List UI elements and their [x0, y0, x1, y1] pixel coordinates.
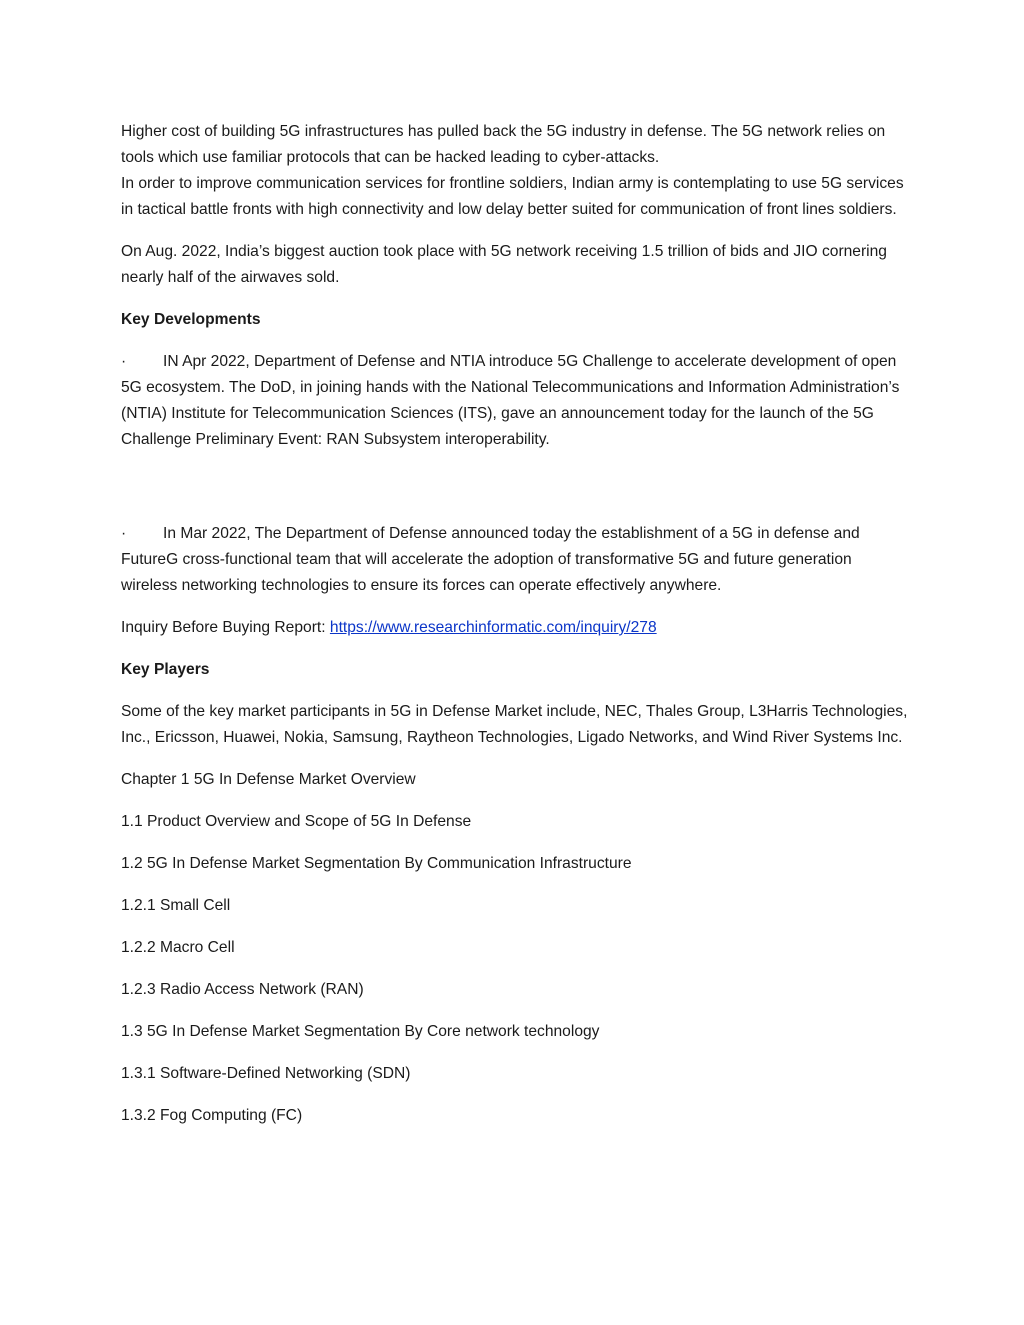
bullet-dot-icon: ·: [121, 353, 127, 370]
toc-entry: Chapter 1 5G In Defense Market Overview: [121, 771, 416, 788]
bullet-item-apr-2022: [121, 349, 911, 453]
toc-entry: 1.3 5G In Defense Market Segmentation By Core network technology: [121, 1023, 600, 1040]
bullet-text: In Mar 2022, The Department of Defense announced today the establishment of a 5G in defense and FutureG cross-functional team that will accelerate the adoption of transformative 5G and future generation wireless networking technologies to ensure its forces can operate effectively anywhere.: [121, 525, 860, 594]
toc-entry: 1.2 5G In Defense Market Segmentation By Communication Infrastructure: [121, 855, 632, 872]
bullet-item-mar-2022: [121, 521, 911, 599]
toc-entry: 1.3.1 Software-Defined Networking (SDN): [121, 1065, 411, 1082]
toc-entry: 1.1 Product Overview and Scope of 5G In Defense: [121, 813, 472, 830]
bullet-text: IN Apr 2022, Department of Defense and NTIA introduce 5G Challenge to accelerate development of open 5G ecosystem. The DoD, in joining hands with the National Telecommunications and Information Administration’s (NTIA) Institute for Telecommunication Sciences (ITS), gave an announcement today for the launch of the 5G Challenge Preliminary Event: RAN Subsystem interoperability.: [121, 353, 900, 448]
toc-entry: 1.2.1 Small Cell: [121, 897, 231, 914]
inquiry-label: Inquiry Before Buying Report:: [121, 619, 330, 636]
blank-space: [121, 469, 911, 521]
document-page: [121, 119, 911, 1145]
heading-key-developments: Key Developments: [121, 311, 261, 328]
bullet-dot-icon: ·: [121, 525, 127, 542]
inquiry-line: [121, 615, 911, 641]
paragraph-indian-army: In order to improve communication services for frontline soldiers, Indian army is contemplating to use 5G services in tactical battle fronts with high connectivity and low delay better suited for communication of front lines soldiers.: [121, 175, 904, 218]
toc-entry: 1.2.3 Radio Access Network (RAN): [121, 981, 364, 998]
heading-key-players: Key Players: [121, 661, 210, 678]
toc-entry: 1.3.2 Fog Computing (FC): [121, 1107, 303, 1124]
paragraph-auction: On Aug. 2022, India’s biggest auction took place with 5G network receiving 1.5 trillion of bids and JIO cornering nearly half of the airwaves sold.: [121, 243, 887, 286]
toc-entry: 1.2.2 Macro Cell: [121, 939, 235, 956]
inquiry-link[interactable]: https://www.researchinformatic.com/inquiry/278: [329, 619, 657, 636]
paragraph-cost: Higher cost of building 5G infrastructures has pulled back the 5G industry in defense. The 5G network relies on tools which use familiar protocols that can be hacked leading to cyber-attacks.: [121, 123, 886, 166]
paragraph-key-players: Some of the key market participants in 5G in Defense Market include, NEC, Thales Group, L3Harris Technologies, Inc., Ericsson, Huawei, Nokia, Samsung, Raytheon Technologies, Ligado Networks, and Wind River Systems Inc.: [121, 703, 908, 746]
